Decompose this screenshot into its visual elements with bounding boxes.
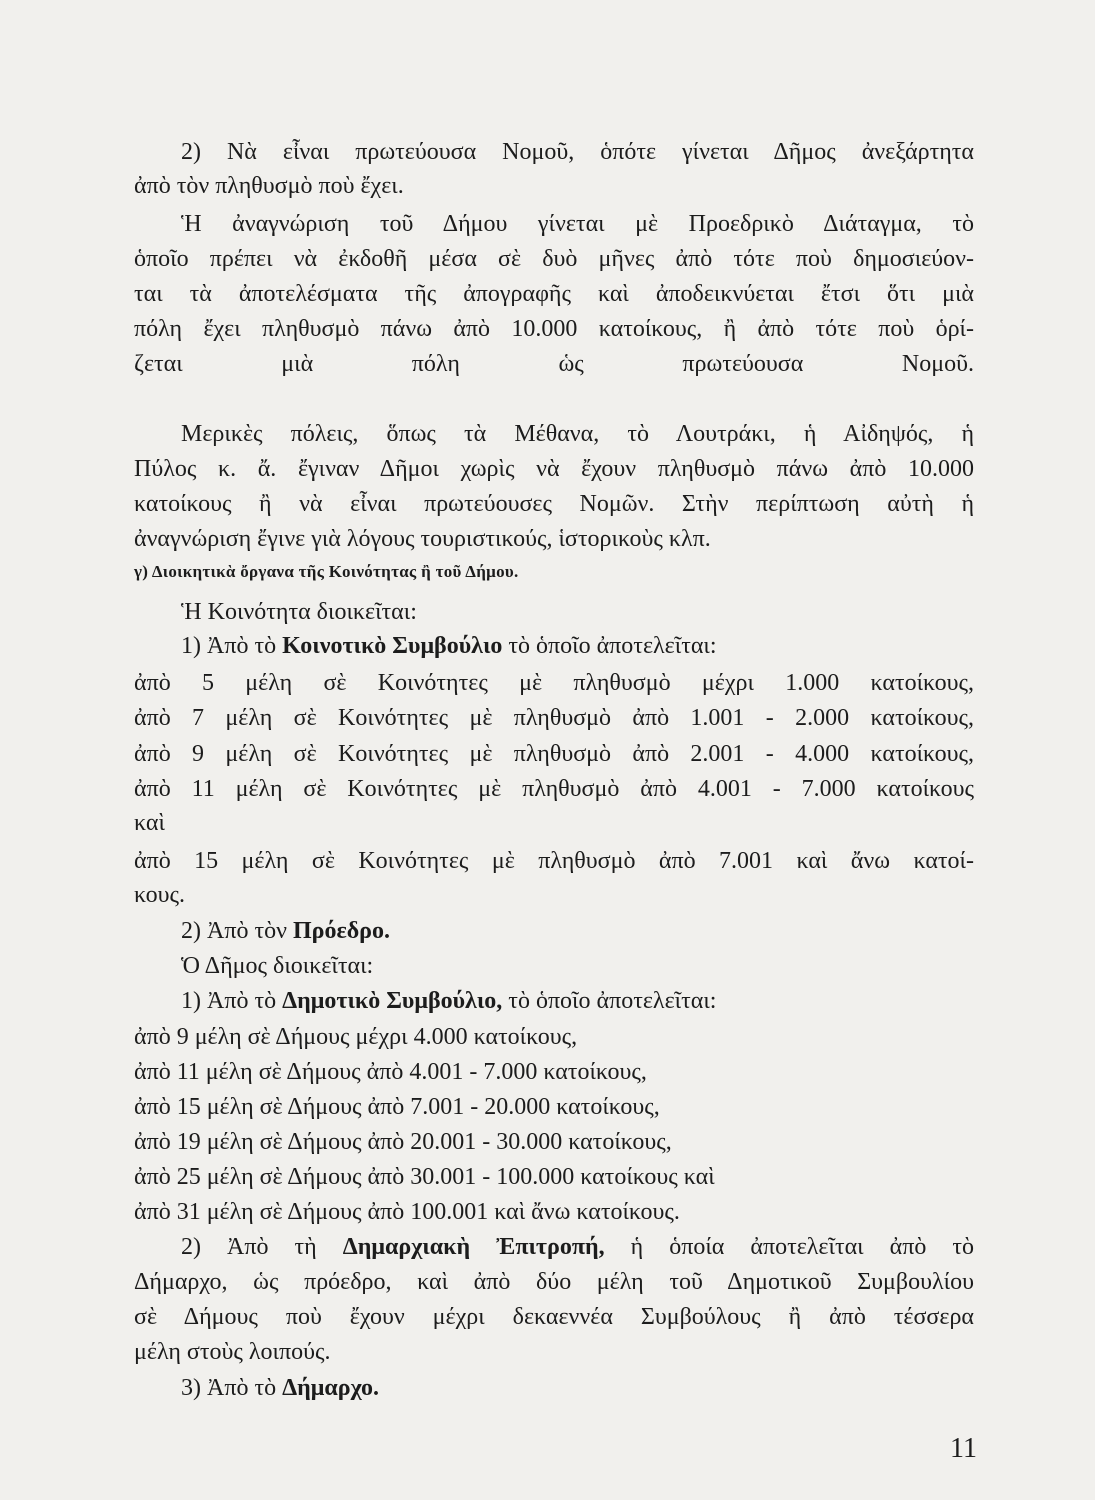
text-line: ἀπὸ 15 μέλη σὲ Δήμους ἀπὸ 7.001 - 20.000 κατοίκους, [134, 1094, 660, 1120]
text-line: ἀπὸ 5 μέλη σὲ Κοινότητες μὲ πληθυσμὸ μέχρι 1.000 κατοίκους, [134, 670, 974, 696]
text-line: ἀπὸ 9 μέλη σὲ Δήμους μέχρι 4.000 κατοίκους, [134, 1024, 578, 1050]
text-line: ἀπὸ 9 μέλη σὲ Κοινότητες μὲ πληθυσμὸ ἀπὸ 2.001 - 4.000 κατοίκους, [134, 741, 974, 767]
text-line: κους. [134, 882, 185, 908]
text-line: 2) Νὰ εἶναι πρωτεύουσα Νομοῦ, ὁπότε γίνεται Δῆμος ἀνεξάρτητα [181, 139, 974, 165]
text-line: καὶ [134, 810, 165, 836]
text-line: ἀπὸ 7 μέλη σὲ Κοινότητες μὲ πληθυσμὸ ἀπὸ 1.001 - 2.000 κατοίκους, [134, 705, 974, 731]
text-line: κατοίκους ἢ νὰ εἶναι πρωτεύουσες Νομῶν. Στὴν περίπτωση αὐτὴ ἡ [134, 491, 974, 517]
text-line: ἀπὸ τὸν πληθυσμὸ ποὺ ἔχει. [134, 173, 404, 199]
text-line: Μερικὲς πόλεις, ὅπως τὰ Μέθανα, τὸ Λουτράκι, ἡ Αἰδηψός, ἡ [181, 421, 974, 447]
text-line: 2) Ἀπὸ τὸν Πρόεδρο. [181, 918, 391, 944]
text-line: 1) Ἀπὸ τὸ Δημοτικὸ Συμβούλιο, τὸ ὁποῖο ἀποτελεῖται: [181, 988, 717, 1014]
text-line: Πύλος κ. ἄ. ἔγιναν Δῆμοι χωρὶς νὰ ἔχουν πληθυσμὸ πάνω ἀπὸ 10.000 [134, 456, 974, 482]
text-line: ἀπὸ 25 μέλη σὲ Δήμους ἀπὸ 30.001 - 100.000 κατοίκους καὶ [134, 1164, 715, 1190]
section-heading: γ) Διοικητικὰ ὄργανα τῆς Κοινότητας ἢ τοῦ Δήμου. [134, 562, 519, 581]
text-line: ἀπὸ 19 μέλη σὲ Δήμους ἀπὸ 20.001 - 30.000 κατοίκους, [134, 1129, 672, 1155]
text-line: ὁποῖο πρέπει νὰ ἐκδοθῆ μέσα σὲ δυὸ μῆνες ἀπὸ τότε ποὺ δημοσιεύον- [134, 246, 974, 272]
text-line: ἀπὸ 31 μέλη σὲ Δήμους ἀπὸ 100.001 καὶ ἄνω κατοίκους. [134, 1199, 680, 1225]
text-line: Ἡ Κοινότητα διοικεῖται: [181, 599, 417, 625]
text-line: 1) Ἀπὸ τὸ Κοινοτικὸ Συμβούλιο τὸ ὁποῖο ἀποτελεῖται: [181, 633, 717, 659]
text-line: ἀπὸ 11 μέλη σὲ Δήμους ἀπὸ 4.001 - 7.000 κατοίκους, [134, 1059, 647, 1085]
text-line: Ἡ ἀναγνώριση τοῦ Δήμου γίνεται μὲ Προεδρικὸ Διάταγμα, τὸ [181, 211, 974, 237]
text-line: μέλη στοὺς λοιπούς. [134, 1339, 331, 1365]
text-line: πόλη ἔχει πληθυσμὸ πάνω ἀπὸ 10.000 κατοίκους, ἢ ἀπὸ τότε ποὺ ὁρί- [134, 316, 974, 342]
text-line: ἀναγνώριση ἔγινε γιὰ λόγους τουριστικούς, ἱστορικοὺς κλπ. [134, 526, 711, 552]
page-number: 11 [950, 1433, 977, 1464]
text-line: ζεται μιὰ πόλη ὡς πρωτεύουσα Νομοῦ. [134, 351, 974, 377]
text-line: 3) Ἀπὸ τὸ Δήμαρχο. [181, 1375, 380, 1401]
text-line: σὲ Δήμους ποὺ ἔχουν μέχρι δεκαεννέα Συμβούλους ἢ ἀπὸ τέσσερα [134, 1304, 974, 1330]
text-line: Ὁ Δῆμος διοικεῖται: [181, 953, 374, 979]
text-line: ται τὰ ἀποτελέσματα τῆς ἀπογραφῆς καὶ ἀποδεικνύεται ἔτσι ὅτι μιὰ [134, 281, 974, 307]
text-line: ἀπὸ 11 μέλη σὲ Κοινότητες μὲ πληθυσμὸ ἀπὸ 4.001 - 7.000 κατοίκους [134, 776, 974, 802]
text-line: Δήμαρχο, ὡς πρόεδρο, καὶ ἀπὸ δύο μέλη τοῦ Δημοτικοῦ Συμβουλίου [134, 1269, 974, 1295]
text-line: ἀπὸ 15 μέλη σὲ Κοινότητες μὲ πληθυσμὸ ἀπὸ 7.001 καὶ ἄνω κατοί- [134, 848, 974, 874]
text-line: 2) Ἀπὸ τὴ Δημαρχιακὴ Ἐπιτροπή, ἡ ὁποία ἀποτελεῖται ἀπὸ τὸ [181, 1234, 975, 1260]
